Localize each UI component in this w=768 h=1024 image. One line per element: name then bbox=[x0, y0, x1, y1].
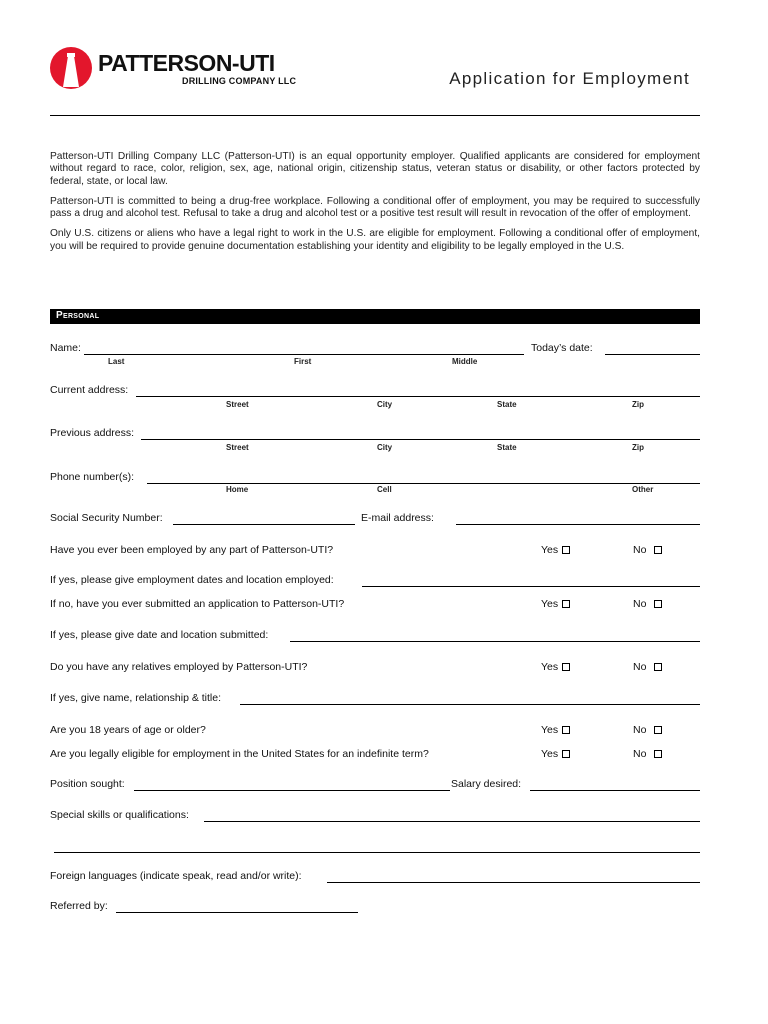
previous-state-caption: State bbox=[497, 443, 517, 452]
no-label: No bbox=[633, 661, 647, 673]
section-label: Personal bbox=[56, 310, 100, 321]
ssn-field[interactable] bbox=[173, 524, 355, 525]
employment-details-label: If yes, please give employment dates and location employed: bbox=[50, 574, 334, 586]
no-checkbox[interactable] bbox=[654, 546, 662, 554]
question-employed-before bbox=[50, 542, 700, 558]
current-street-caption: Street bbox=[226, 400, 249, 409]
ssn-label: Social Security Number: bbox=[50, 512, 163, 524]
no-label: No bbox=[633, 724, 647, 736]
yes-label: Yes bbox=[541, 661, 559, 673]
phone-row bbox=[50, 469, 700, 485]
languages-row bbox=[50, 868, 700, 884]
skills-field[interactable] bbox=[204, 821, 700, 822]
document-title: Application for Employment bbox=[449, 69, 690, 88]
question-text: Are you legally eligible for employment in the United States for an indefinite term? bbox=[50, 748, 429, 760]
question-eligibility bbox=[50, 746, 700, 762]
current-state-caption: State bbox=[497, 400, 517, 409]
yes-checkbox[interactable] bbox=[562, 600, 570, 608]
previous-address-label: Previous address: bbox=[50, 427, 135, 439]
yes-checkbox[interactable] bbox=[562, 546, 570, 554]
salary-field[interactable] bbox=[530, 790, 700, 791]
referred-label: Referred by: bbox=[50, 900, 108, 912]
yes-option[interactable] bbox=[541, 724, 570, 736]
drug-free-paragraph: Patterson-UTI is committed to being a drug-free workplace. Following a conditional offer of employment, you may be required to successfully pass a drug and alcohol test. Refusal to take a drug and alcohol test or a positive test result will result in revocation of the offer of employment. bbox=[50, 195, 700, 220]
referred-field[interactable] bbox=[116, 912, 358, 913]
phone-home-caption: Home bbox=[226, 485, 249, 494]
question-text: Do you have any relatives employed by Patterson-UTI? bbox=[50, 661, 308, 673]
yes-option[interactable] bbox=[541, 598, 570, 610]
relatives-details-label: If yes, give name, relationship & title: bbox=[50, 692, 221, 704]
ssn-email-row bbox=[50, 510, 700, 526]
referred-row bbox=[50, 898, 700, 914]
no-option[interactable] bbox=[633, 724, 662, 736]
email-label: E-mail address: bbox=[361, 512, 434, 524]
question-relatives bbox=[50, 659, 700, 675]
skills-field-2[interactable] bbox=[54, 852, 700, 853]
yes-label: Yes bbox=[541, 724, 559, 736]
name-middle-caption: Middle bbox=[452, 357, 478, 366]
no-option[interactable] bbox=[633, 661, 662, 673]
question-text: If no, have you ever submitted an application to Patterson-UTI? bbox=[50, 598, 345, 610]
relatives-details-field[interactable] bbox=[240, 704, 700, 705]
derrick-icon bbox=[50, 47, 92, 89]
phone-other-caption: Other bbox=[632, 485, 654, 494]
skills-label: Special skills or qualifications: bbox=[50, 809, 189, 821]
question-age bbox=[50, 722, 700, 738]
todays-date-label: Today’s date: bbox=[531, 342, 593, 354]
application-details-row bbox=[50, 627, 700, 643]
no-label: No bbox=[633, 748, 647, 760]
phone-cell-caption: Cell bbox=[377, 485, 392, 494]
phone-label: Phone number(s): bbox=[50, 471, 135, 483]
name-row bbox=[50, 340, 700, 356]
current-zip-caption: Zip bbox=[632, 400, 644, 409]
section-header-personal bbox=[50, 309, 700, 324]
skills-row bbox=[50, 807, 700, 823]
position-field[interactable] bbox=[134, 790, 450, 791]
yes-label: Yes bbox=[541, 544, 559, 556]
yes-label: Yes bbox=[541, 598, 559, 610]
name-label: Name: bbox=[50, 342, 81, 354]
employment-details-field[interactable] bbox=[362, 586, 700, 587]
current-address-label: Current address: bbox=[50, 384, 129, 396]
name-first-caption: First bbox=[294, 357, 312, 366]
name-field[interactable] bbox=[84, 354, 524, 355]
question-applied-before bbox=[50, 596, 700, 612]
application-details-label: If yes, please give date and location submitted: bbox=[50, 629, 269, 641]
logo-subtitle: DRILLING COMPANY LLC bbox=[182, 76, 297, 86]
relatives-details-row bbox=[50, 690, 700, 706]
skills-row-2 bbox=[50, 838, 700, 854]
no-checkbox[interactable] bbox=[654, 663, 662, 671]
salary-label: Salary desired: bbox=[451, 778, 522, 790]
logo-mark bbox=[50, 47, 92, 89]
previous-address-field[interactable] bbox=[141, 439, 700, 440]
yes-option[interactable] bbox=[541, 544, 570, 556]
no-option[interactable] bbox=[633, 748, 662, 760]
yes-checkbox[interactable] bbox=[562, 750, 570, 758]
current-address-field[interactable] bbox=[136, 396, 700, 397]
no-option[interactable] bbox=[633, 544, 662, 556]
intro-text bbox=[50, 151, 700, 261]
yes-option[interactable] bbox=[541, 748, 570, 760]
previous-zip-caption: Zip bbox=[632, 443, 644, 452]
eligibility-paragraph: Only U.S. citizens or aliens who have a legal right to work in the U.S. are eligible for employment. Following a conditional offer of employment, you will be required to provide genuine documentation establishing your identity and eligibility to be legally employed in the U.S. bbox=[50, 228, 700, 252]
name-last-caption: Last bbox=[108, 357, 125, 366]
logo-name: PATTERSON-UTI bbox=[98, 50, 275, 76]
no-checkbox[interactable] bbox=[654, 726, 662, 734]
application-details-field[interactable] bbox=[290, 641, 700, 642]
languages-field[interactable] bbox=[327, 882, 700, 883]
header-divider bbox=[50, 115, 700, 116]
phone-field[interactable] bbox=[147, 483, 700, 484]
todays-date-field[interactable] bbox=[605, 354, 700, 355]
yes-checkbox[interactable] bbox=[562, 663, 570, 671]
previous-city-caption: City bbox=[377, 443, 393, 452]
no-label: No bbox=[633, 598, 647, 610]
position-salary-row bbox=[50, 776, 700, 792]
question-text: Have you ever been employed by any part of Patterson-UTI? bbox=[50, 544, 334, 556]
yes-option[interactable] bbox=[541, 661, 570, 673]
no-checkbox[interactable] bbox=[654, 600, 662, 608]
no-label: No bbox=[633, 544, 647, 556]
employment-details-row bbox=[50, 572, 700, 588]
no-checkbox[interactable] bbox=[654, 750, 662, 758]
email-field[interactable] bbox=[456, 524, 700, 525]
yes-checkbox[interactable] bbox=[562, 726, 570, 734]
languages-label: Foreign languages (indicate speak, read and/or write): bbox=[50, 870, 302, 882]
previous-address-row bbox=[50, 425, 700, 441]
current-city-caption: City bbox=[377, 400, 393, 409]
eeo-paragraph: Patterson-UTI Drilling Company LLC (Patterson-UTI) is an equal opportunity employer. Qualified applicants are considered for employment without regard to race, color, religion, sex, age, national origin, citizenship status, veteran status or disability, or other factors protected by federal, state, or local law. bbox=[50, 151, 700, 187]
previous-street-caption: Street bbox=[226, 443, 249, 452]
no-option[interactable] bbox=[633, 598, 662, 610]
current-address-row bbox=[50, 382, 700, 398]
question-text: Are you 18 years of age or older? bbox=[50, 724, 206, 736]
yes-label: Yes bbox=[541, 748, 559, 760]
position-label: Position sought: bbox=[50, 778, 125, 790]
